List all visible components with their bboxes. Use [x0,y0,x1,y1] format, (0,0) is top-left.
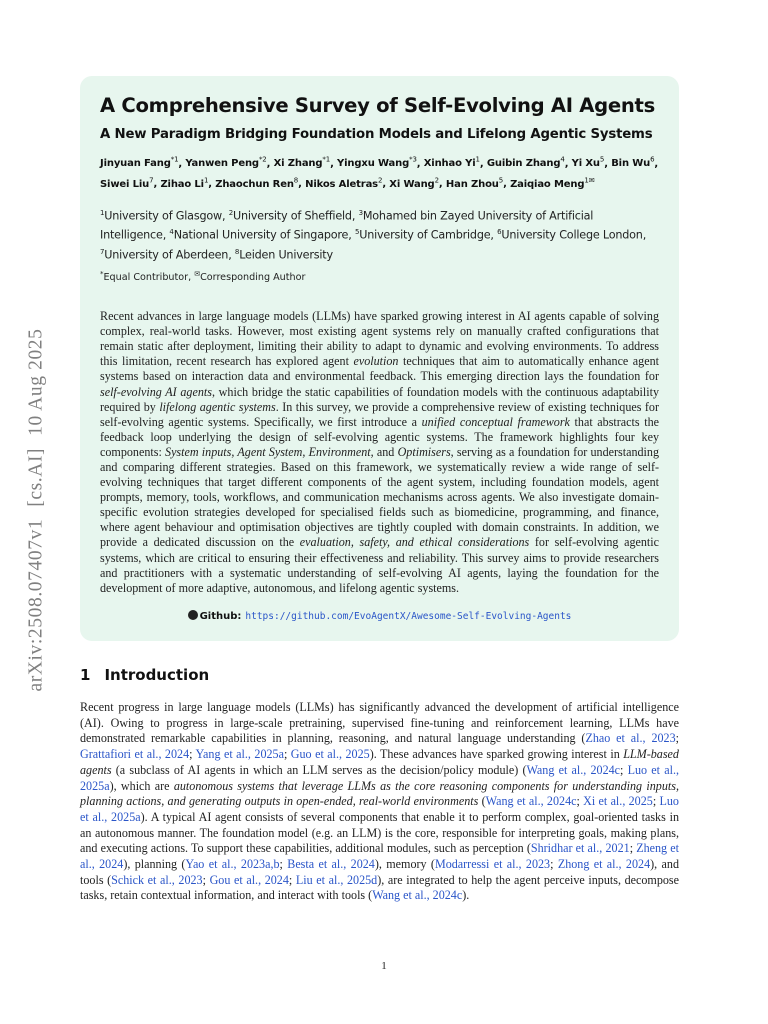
affiliation-name: University of Sheffield [232,209,352,223]
affiliation-mark: 7 [100,248,105,257]
affiliation-mark: 6 [497,228,502,237]
text-run: ). A typical AI agent consists of several components that enable it to perform complex, goal-oriented tasks in an autonomous manner. The foundation model (e.g. an LLM) is the core, responsible for interpreting goals, making plans, and executing actions. To support these capabilities, additional modules, such as perception ( [80,809,679,856]
citation-link[interactable]: Liu et al., 2025d [295,872,378,887]
text-run: ; [629,841,637,856]
author-name: Jinyuan Fang$^{*1}$ [100,156,179,170]
author-name: Guibin Zhang$^4$ [486,156,565,170]
affiliation-mark: 8 [234,248,240,257]
author-name: Zihao Li$^1$ [160,176,209,190]
contribution-note [100,270,659,283]
text-run: ; [675,731,680,746]
affiliation-name: University of Cambridge [359,229,491,243]
introduction-paragraph [80,700,679,904]
author-affiliation-mark: 2 [378,176,383,185]
text-run: for self-evolving agentic systems, which are critical to ensuring their effectiveness and reliability. This survey aims to provide researchers and practitioners with a systematic understanding of self-evolving AI agents, laying the foundation for the development of more adaptive, autonomous, and lifelong agentic systems. [100,535,660,595]
affiliation-name: University College London [501,229,643,243]
arxiv-id: arXiv:2508.07407v1 [25,518,46,692]
emphasis-text: LLM-based agents [80,747,679,777]
arxiv-stamp [25,323,47,698]
citation-link[interactable]: Besta et al., 2024 [287,857,375,872]
section-heading [80,666,209,684]
text-run: ; [283,747,291,762]
affiliation-name: Mohamed bin Zayed University of Artificial Intelligence [100,209,594,243]
text-run: Recent advances in large language models (LLMs) have sparked growing interest in AI agents capable of solving complex, real-world tasks. However, most existing agent systems rely on manually crafted configurations that remain static after deployment, limiting their ability to adapt to dynamic and evolving environments. To address this limitation, recent research has explored agent [100,309,659,369]
author-affiliation-mark: 2 [434,176,439,185]
affiliation-list: $^1$University of Glasgow, $^2$University of Sheffield, $^3$Mohamed bin Zayed University of Artificial Intelligence, $^4$National University of Singapore, $^5$University of Cambridge, $^6$University College London, $^7$University of Aberdeen, $^8$Leiden University [100,208,647,262]
section-number: 1 [80,666,91,684]
affiliation-name: National University of Singapore [173,229,349,243]
author-name: Yanwen Peng$^{*2}$ [185,156,267,170]
citation-link[interactable]: Luo et al., 2025a [80,762,679,793]
citation-link[interactable]: Zheng et al., 2024 [80,841,679,872]
author-name: Bin Wu$^6$ [611,156,655,170]
author-name: Xi Zhang$^{*1}$ [273,156,331,170]
author-affiliation-mark: *3 [409,156,417,164]
emphasis-text: unified conceptual framework [421,414,570,429]
citation-link[interactable]: Gou et al., 2024 [209,872,289,887]
author-name: Zaiqiao Meng$^{1✉}$ [510,176,595,190]
github-link[interactable]: https://github.com/EvoAgentX/Awesome-Self-Evolving-Agents [245,610,572,622]
github-line [100,610,659,622]
github-label: Github: [199,610,242,622]
equal-contributor-note: Equal Contributor, [103,272,192,284]
emphasis-text: Optimisers [397,444,451,459]
emphasis-text: lifelong agentic systems [159,399,276,414]
author-affiliation-mark: 4 [560,156,565,164]
text-run: Recent progress in large language models (LLMs) has significantly advanced the development of artificial intelligence (AI). Owing to progress in large-scale pretraining, supervised fine-tuning and reinforcement learning, LLMs have demonstrated remarkable capabilities in planning, reasoning, and natural language understanding ( [80,700,679,746]
arxiv-date: 10 Aug 2025 [25,328,46,436]
emphasis-text: evaluation, safety, and ethical considerations [299,535,530,550]
text-run: and [373,444,398,459]
author-affiliation-mark: 1 [203,176,209,185]
mail-icon: ✉ [194,269,201,278]
affiliation-name: Leiden University [239,248,333,262]
text-run: ), are integrated to help the agent perceive inputs, decompose tasks, retain contextual information, and interact with tools ( [80,872,679,903]
paper-title: A Comprehensive Survey of Self-Evolving AI Agents [100,94,655,117]
text-run: techniques that aim to automatically enhance agent systems based on interaction data and environmental feedback. This emerging direction lays the foundation for [100,354,659,384]
text-run: (a subclass of AI agents in which an LLM serves as the decision/policy module) ( [111,762,527,777]
author-affiliation-mark: *1 [170,156,179,164]
citation-link[interactable]: Schick et al., 2023 [111,872,203,887]
affiliation-mark: 1 [100,208,105,217]
affiliation-mark: 5 [354,228,360,237]
author-name: Han Zhou$^5$ [445,176,504,190]
abstract-text [100,309,659,596]
citation-link[interactable]: Xi et al., 2025 [583,794,653,809]
abstract-box [80,76,679,641]
emphasis-text: System inputs, Agent System, Environment, [165,444,374,459]
author-list: Jinyuan Fang$^{*1}$, Yanwen Peng$^{*2}$, Xi Zhang$^{*1}$, Yingxu Wang$^{*3}$, Xinhao Yi$^1$, Guibin Zhang$^4$, Yi Xu$^5$, Bin Wu$^6$, Siwei Liu$^7$, Zihao Li$^1$, Zhaochun Ren$^8$, Nikos Aletras$^2$, Xi Wang$^2$, Han Zhou$^5$, Zaiqiao Meng$^{1✉}$ [100,156,659,190]
citation-link[interactable]: Zhao et al., 2023 [585,731,676,746]
citation-link[interactable]: Guo et al., 2025 [290,747,370,762]
affiliation-mark: 4 [169,228,174,237]
emphasis-text: self-evolving AI agents [100,384,212,399]
citation-link[interactable]: Luo et al., 2025a [80,794,679,824]
arxiv-sidebar [18,280,54,740]
text-run: ; [288,872,296,887]
section-title: Introduction [104,666,210,684]
paper-subtitle: A New Paradigm Bridging Foundation Models and Lifelong Agentic Systems [100,127,653,142]
affiliation-mark: 3 [358,208,363,217]
author-affiliation-mark: 5 [599,156,605,164]
author-affiliation-mark: *2 [258,156,267,164]
author-affiliation-mark: 1✉ [584,176,595,185]
text-run: , which bridge the static capabilities of foundation models with the continuous adaptability required by [100,384,659,414]
citation-link[interactable]: Yang et al., 2025a [195,747,284,762]
text-run: , serving as a foundation for understanding and comparing different strategies. Based on this framework, we systematically review a wide range of self-evolving techniques that target different components of the agent system, including foundation models, agent prompts, memory, tools, workflows, and communication mechanisms across agents. We also investigate domain-specific evolution strategies developed for specialised fields such as biomedicine, programming, and finance, where agent behaviour and optimisation objectives are tightly coupled with domain constraints. In addition, we provide a dedicated discussion on the [100,444,659,550]
text-run: ), planning ( [123,857,186,872]
author-name: Nikos Aletras$^2$ [305,176,383,190]
author-name: Yingxu Wang$^{*3}$ [337,156,417,170]
text-run: ( [478,794,486,809]
affiliation-name: University of Aberdeen [104,248,229,262]
author-affiliation-mark: 6 [650,156,655,164]
author-affiliation-mark: 7 [149,176,154,185]
author-affiliation-mark: *1 [322,156,331,164]
citation-link[interactable]: Zhong et al., 2024 [557,857,651,872]
author-name: Zhaochun Ren$^8$ [215,176,299,190]
text-run: ; [202,872,210,887]
citation-link[interactable]: Wang et al., 2024c [526,762,621,777]
emphasis-text: autonomous systems that leverage LLMs as the core reasoning components for understanding inputs, planning actions, and generating outputs in open-ended, real-world environments [80,778,679,809]
equal-mark: * [100,269,104,278]
text-run: ). These advances have sparked growing interest in [369,747,624,762]
citation-link[interactable]: Wang et al., 2024c [485,794,577,809]
citation-link[interactable]: Modarressi et al., 2023 [434,857,551,872]
author-affiliation-mark: 1 [475,156,480,164]
citation-link[interactable]: Wang et al., 2024c [372,888,463,903]
affiliation-name: University of Glasgow [104,209,222,223]
text-run: ; [652,794,660,809]
author-name: Yi Xu$^5$ [571,156,605,170]
text-run: . In this survey, we provide a comprehensive review of existing techniques for self-evolving agentic systems. Specifically, we first introduce a [100,399,660,429]
emphasis-text: evolution [353,354,399,369]
corresponding-author-note: Corresponding Author [200,272,306,284]
citation-link[interactable]: Yao et al., 2023a,b [185,857,280,872]
arxiv-category: [cs.AI] [25,447,46,507]
text-run: ), memory ( [374,857,435,872]
text-run: that abstracts the feedback loop underlying the design of self-evolving agentic systems. The framework highlights four key components: [100,414,659,459]
text-run: ; [279,857,288,872]
page-number: 1 [381,960,387,972]
text-run: ). [462,888,470,903]
text-run: ; [576,794,584,809]
affiliation-mark: 2 [228,208,233,217]
github-icon [188,610,198,620]
citation-link[interactable]: Shridhar et al., 2021 [530,841,630,856]
author-name: Siwei Liu$^7$ [100,176,154,190]
text-run: ; [550,857,558,872]
citation-link[interactable]: Grattafiori et al., 2024 [80,747,190,762]
author-affiliation-mark: 8 [293,176,299,185]
text-run: ), and tools ( [80,857,679,887]
text-run: ; [189,747,196,762]
author-name: Xinhao Yi$^1$ [423,156,480,170]
text-run: ), which are [109,778,174,793]
author-affiliation-mark: 5 [498,176,504,185]
author-name: Xi Wang$^2$ [389,176,439,190]
text-run: ; [620,762,628,777]
